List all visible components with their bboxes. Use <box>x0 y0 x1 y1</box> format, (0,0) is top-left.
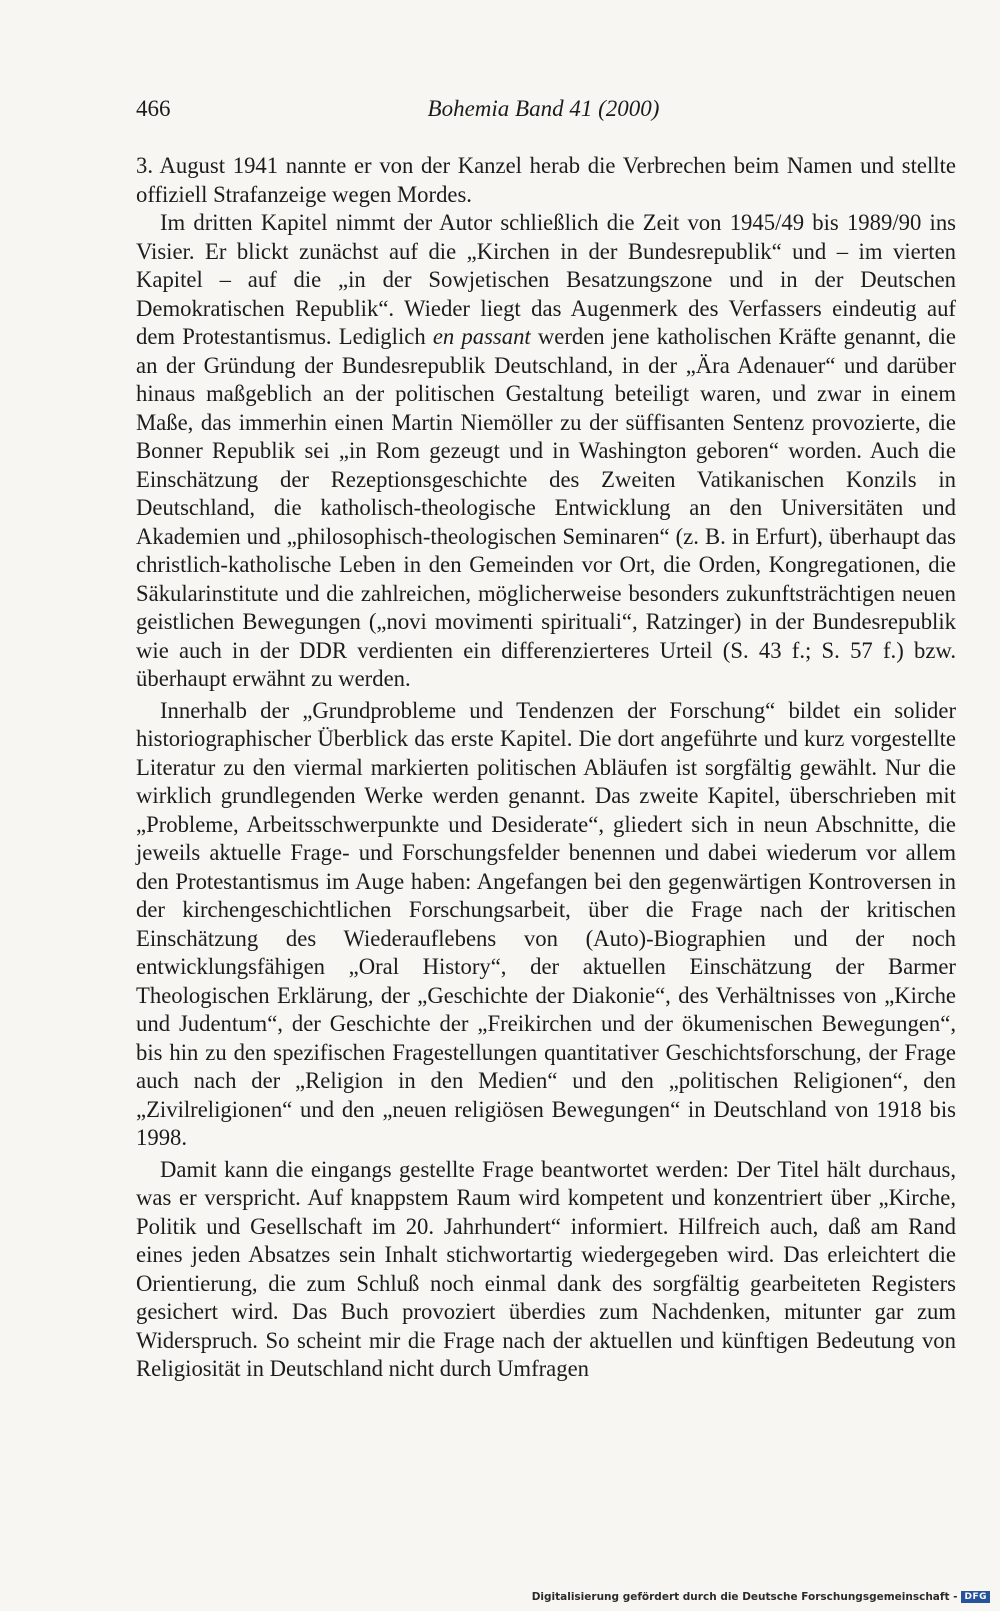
digitization-footer <box>532 1591 990 1603</box>
paragraph-3: Innerhalb der „Grundprobleme und Tendenzen der Forschung“ bildet ein solider historiographischer Überblick das erste Kapitel. Die dort angeführte und kurz vorgestellte Literatur zu den viermal markierten politischen Abläufen ist sorgfältig gewählt. Nur die wirklich grundlegenden Werke werden genannt. Das zweite Kapitel, überschrieben mit „Probleme, Arbeitsschwerpunkte und Desiderate“, gliedert sich in neun Abschnitte, die jeweils aktuelle Frage- und Forschungsfelder benennen und dabei wiederum vor allem den Protestantismus im Auge haben: Angefangen bei den gegenwärtigen Kontroversen in der kirchengeschichtlichen Forschungsarbeit, über die Frage nach der kritischen Einschätzung des Wiederauflebens von (Auto)-Biographien und der noch entwicklungsfähigen „Oral History“, der aktuellen Einschätzung der Barmer Theologischen Erklärung, der „Geschichte der Diakonie“, des Verhältnisses von „Kirche und Judentum“, der Geschichte der „Freikirchen und der ökumenischen Bewegungen“, bis hin zu den spezifischen Fragestellungen quantitativer Geschichtsforschung, der Frage auch nach der „Religion in den Medien“ und den „politischen Religionen“, den „Zivilreligionen“ und den „neuen religiösen Bewegungen“ in Deutschland von 1918 bis 1998. <box>136 697 956 1150</box>
page-number: 466 <box>136 96 171 121</box>
running-title: Bohemia Band 41 (2000) <box>427 96 660 121</box>
emphasis-en-passant: en passant <box>432 324 531 349</box>
article-body <box>136 152 956 1384</box>
page-header <box>136 96 951 136</box>
dfg-logo: DFG <box>961 1591 990 1603</box>
footer-text: Digitalisierung gefördert durch die Deutsche Forschungsgemeinschaft - <box>531 1591 958 1603</box>
paragraph-4: Damit kann die eingangs gestellte Frage beantwortet werden: Der Titel hält durchaus, was er verspricht. Auf knappstem Raum wird kompetent und konzentriert über „Kirche, Politik und Gesellschaft im 20. Jahrhundert“ informiert. Hilfreich auch, daß am Rand eines jeden Absatzes sein Inhalt stichwortartig wiedergegeben wird. Das erleichtert die Orientierung, die zum Schluß noch einmal dank des sorgfältig gearbeiteten Registers gesichert wird. Das Buch provoziert überdies zum Nachdenken, mitunter gar zum Widerspruch. So scheint mir die Frage nach der aktuellen und künftigen Bedeutung von Religiosität in Deutschland nicht durch Umfragen <box>136 1156 956 1381</box>
paragraph-1: 3. August 1941 nannte er von der Kanzel herab die Verbrechen beim Namen und stellte offiziell Strafanzeige wegen Mordes. <box>136 153 956 207</box>
paragraph-2: Im dritten Kapitel nimmt der Autor schließlich die Zeit von 1945/49 bis 1989/90 ins Visier. Er blickt zunächst auf die „Kirchen in der Bundesrepublik“ und – im vierten Kapitel – auf die „in der Sowjetischen Besatzungszone und in der Deutschen Demokratischen Republik“. Wieder liegt das Augenmerk des Verfassers eindeutig auf dem Protestantismus. Lediglich en passant werden jene katholischen Kräfte genannt, die an der Gründung der Bundesrepublik Deutschland, in der „Ära Adenauer“ und darüber hinaus maßgeblich an der politischen Gestaltung beteiligt waren, und zwar in einem Maße, das immerhin einen Martin Niemöller zu der süffisanten Sentenz provozierte, die Bonner Republik sei „in Rom gezeugt und in Washington geboren“ worden. Auch die Einschätzung der Rezeptionsgeschichte des Zweiten Vatikanischen Konzils in Deutschland, die katholisch-theologische Entwicklung an den Universitäten und Akademien und „philosophisch-theologischen Seminaren“ (z. B. in Erfurt), überhaupt das christlich-katholische Leben in den Gemeinden vor Ort, die Orden, Kongregationen, die Säkularinstitute und die zahlreichen, möglicherweise besonders zukunftsträchtigen neuen geistlichen Bewegungen („novi movimenti spirituali“, Ratzinger) in der Bundesrepublik wie auch in der DDR verdienten ein differenzierteres Urteil (S. 43 f.; S. 57 f.) bzw. überhaupt erwähnt zu werden. <box>136 210 956 691</box>
